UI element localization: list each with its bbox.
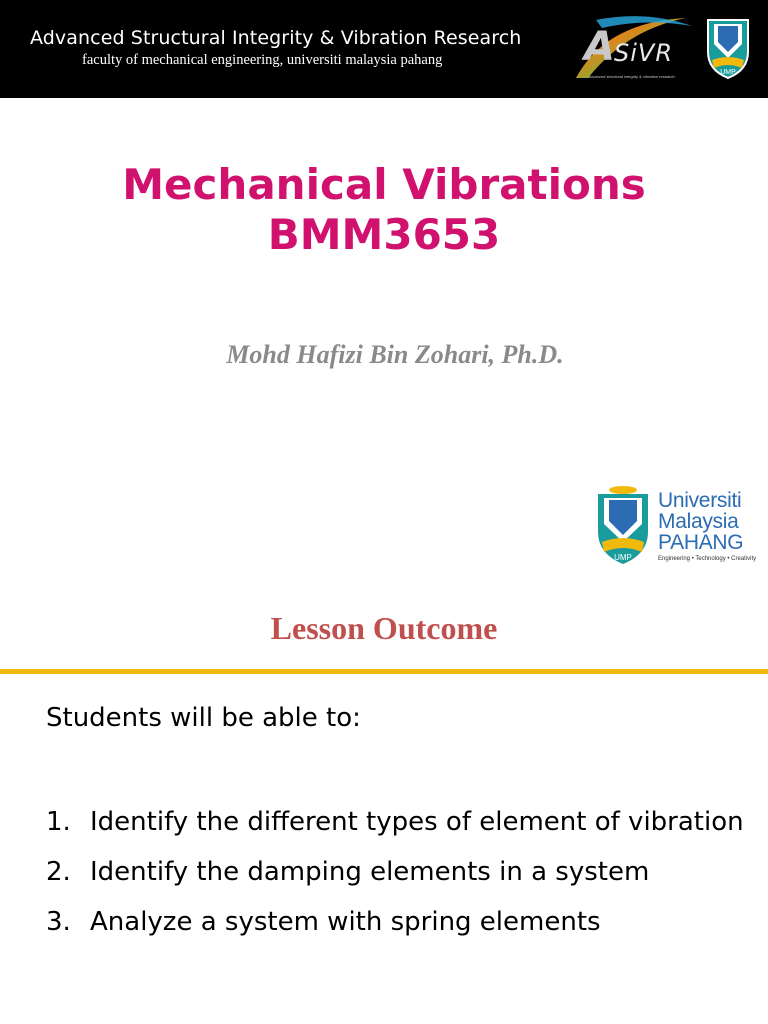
outcome-item bbox=[46, 902, 746, 942]
slide-title bbox=[0, 160, 768, 260]
lesson-intro: Students will be able to: bbox=[46, 703, 361, 733]
ump-name-line2: Malaysia bbox=[658, 510, 739, 533]
ump-shield-icon bbox=[704, 14, 752, 80]
lesson-outcome-heading: Lesson Outcome bbox=[270, 610, 498, 646]
outcome-item bbox=[46, 852, 746, 892]
outcome-number: 2. bbox=[46, 857, 71, 887]
outcome-list bbox=[46, 802, 746, 952]
asivr-tagline: advanced structural integrity & vibration research bbox=[588, 74, 675, 79]
outcome-item bbox=[46, 802, 746, 842]
ump-shield-label: UMP bbox=[720, 69, 736, 76]
section-divider bbox=[0, 669, 768, 674]
outcome-text: Identify the different types of element of vibration bbox=[90, 807, 744, 837]
ump-shield-icon bbox=[594, 484, 652, 566]
asivr-logo-a: A bbox=[584, 24, 615, 70]
banner-subtitle: faculty of mechanical engineering, universiti malaysia pahang bbox=[82, 52, 443, 68]
outcome-text: Identify the damping elements in a system bbox=[90, 857, 650, 887]
author-name: Mohd Hafizi Bin Zohari, Ph.D. bbox=[226, 340, 564, 369]
asivr-logo-text: SiVR bbox=[614, 39, 673, 67]
slide-title-line1: Mechanical Vibrations bbox=[122, 160, 646, 209]
ump-name bbox=[658, 490, 743, 553]
slide-title-line2: BMM3653 bbox=[267, 210, 501, 259]
header-banner bbox=[0, 0, 768, 98]
ump-logo-shield-label: UMP bbox=[614, 553, 632, 562]
ump-logo bbox=[594, 484, 764, 568]
outcome-number: 1. bbox=[46, 807, 71, 837]
ump-tagline: Engineering • Technology • Creativity bbox=[658, 556, 757, 562]
ump-name-line1: Universiti bbox=[658, 489, 742, 512]
outcome-number: 3. bbox=[46, 907, 71, 937]
banner-title: Advanced Structural Integrity & Vibration Research bbox=[30, 27, 522, 49]
ump-name-line3: PAHANG bbox=[658, 531, 744, 554]
outcome-text: Analyze a system with spring elements bbox=[90, 907, 601, 937]
